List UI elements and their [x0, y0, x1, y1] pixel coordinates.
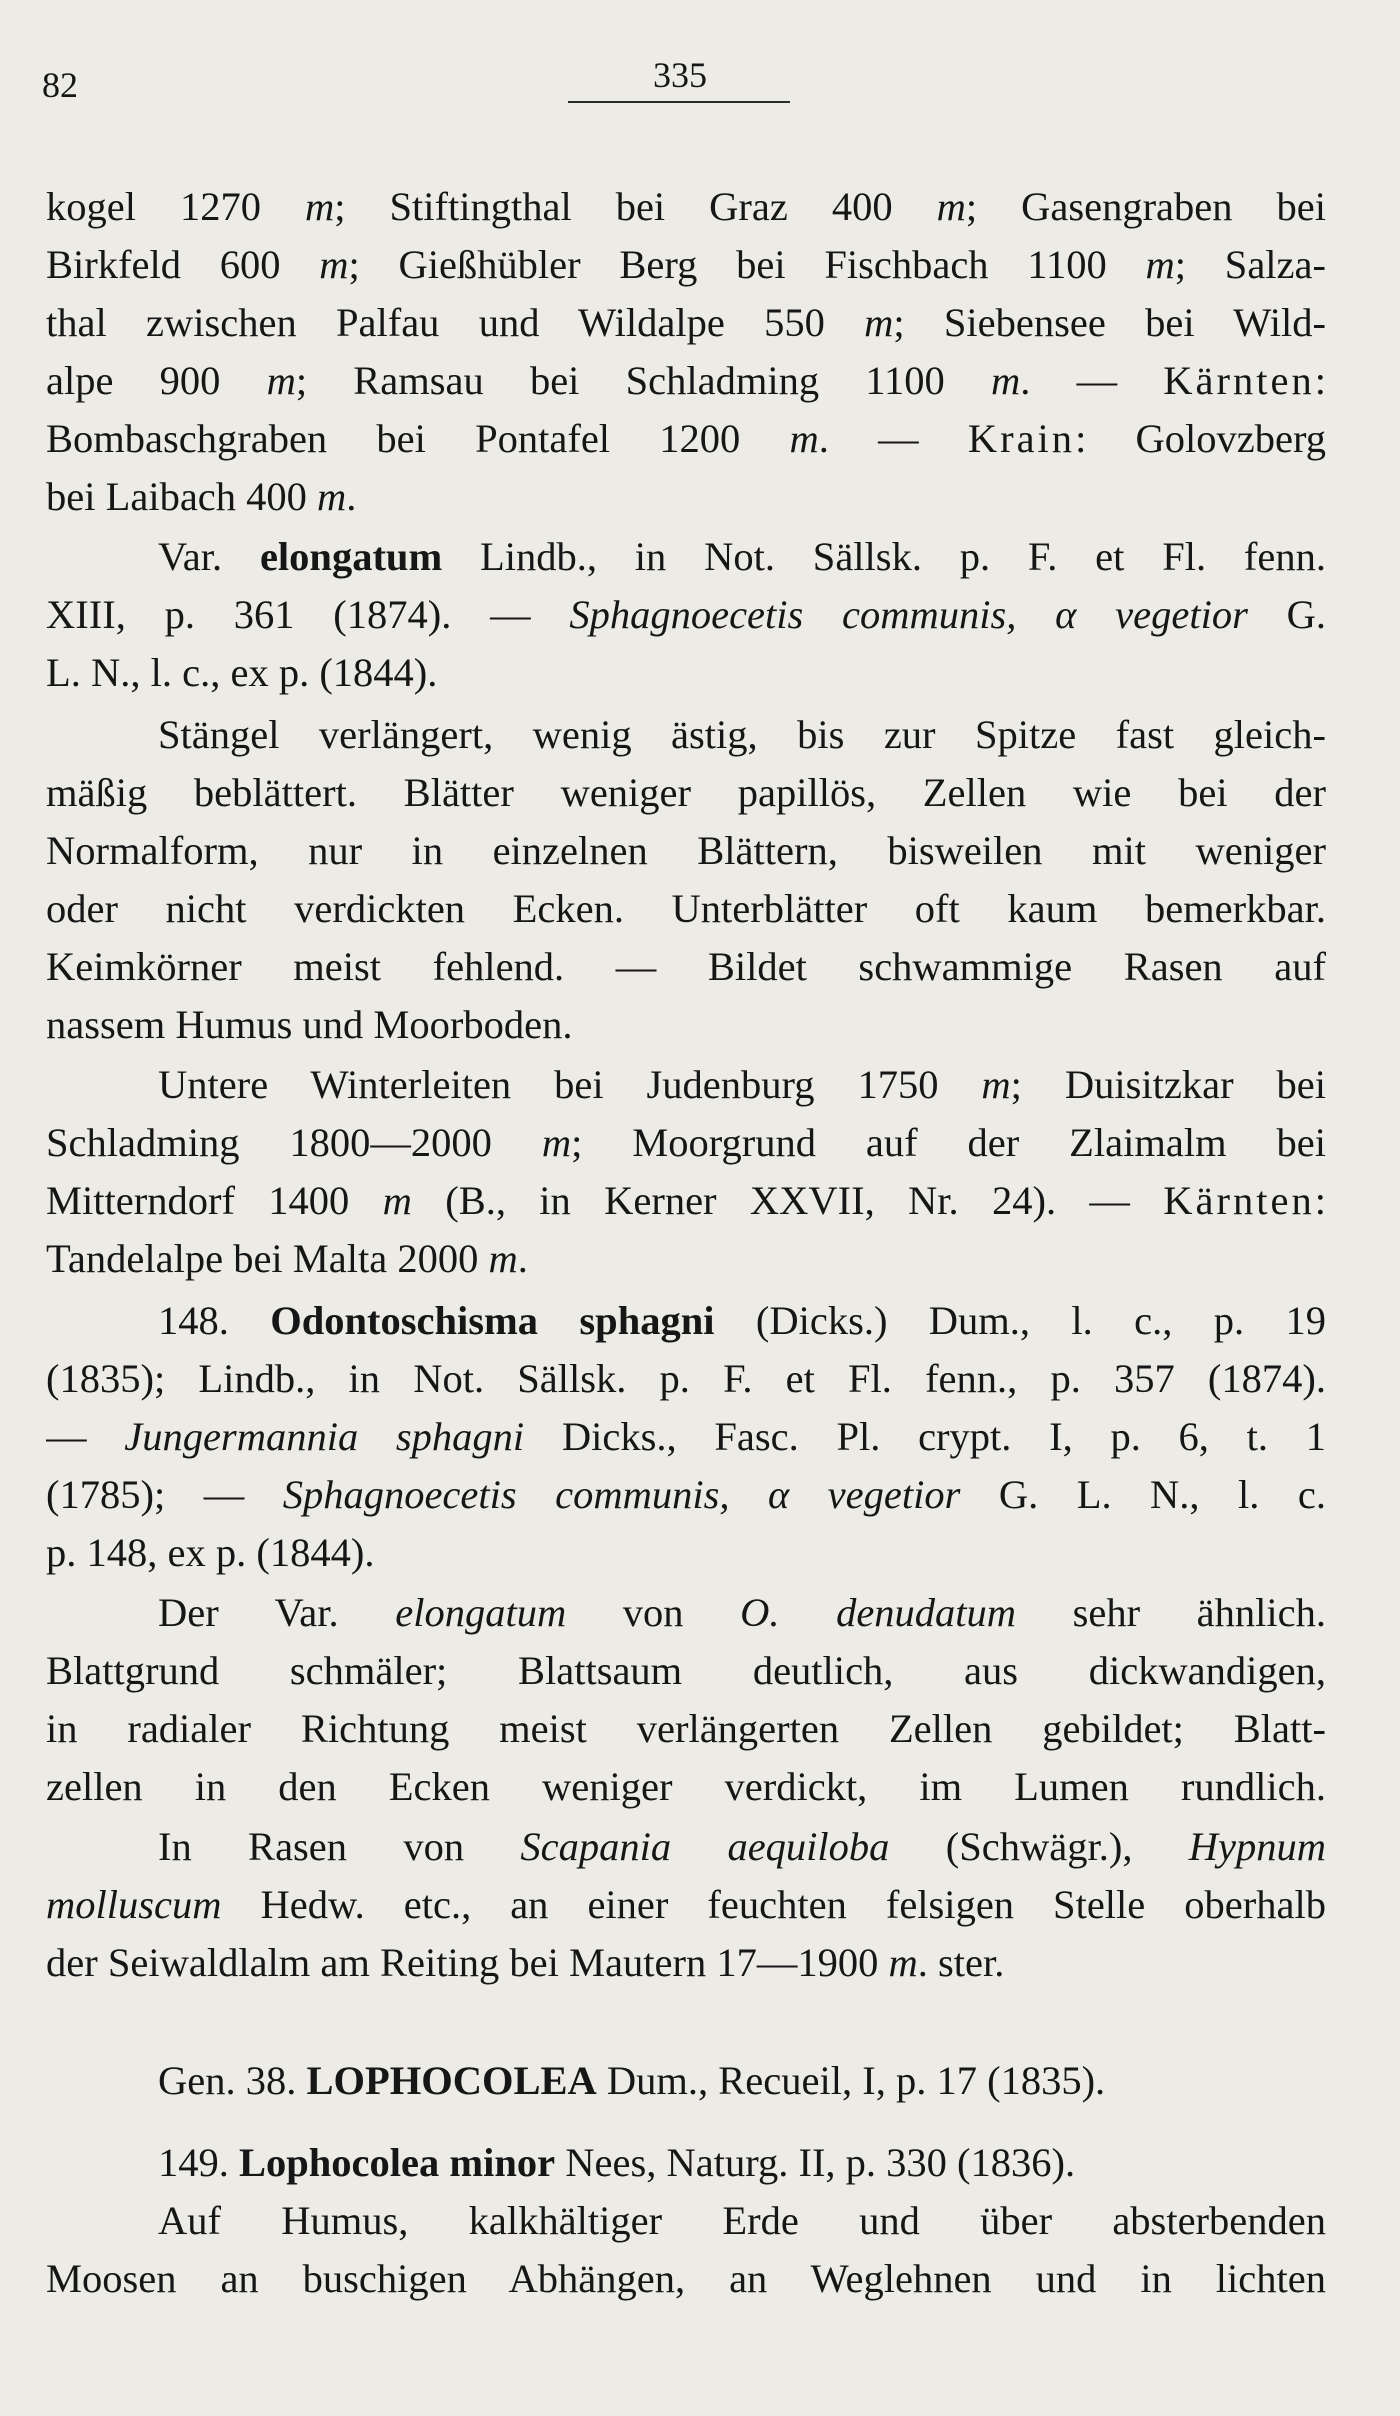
- text-line: Blattgrund schmäler; Blattsaum deutlich, aus dickwandigen,: [46, 1648, 1326, 1693]
- text-line: der Seiwaldlalm am Reiting bei Mautern 17—1900 m. ster.: [46, 1940, 1005, 1985]
- text-line: Moosen an buschigen Abhängen, an Weglehnen und in lichten: [46, 2256, 1326, 2301]
- text-line: nassem Humus und Moorboden.: [46, 1002, 573, 1047]
- text-line: alpe 900 m; Ramsau bei Schladming 1100 m. — Kärnten:: [46, 358, 1326, 403]
- text-line: zellen in den Ecken weniger verdickt, im Lumen rundlich.: [46, 1764, 1326, 1809]
- text-line: Der Var. elongatum von O. denudatum sehr ähnlich.: [158, 1590, 1326, 1635]
- text-line: Schladming 1800—2000 m; Moorgrund auf der Zlaimalm bei: [46, 1120, 1326, 1165]
- text-line: molluscum Hedw. etc., an einer feuchten felsigen Stelle oberhalb: [46, 1882, 1326, 1927]
- text-line: bei Laibach 400 m.: [46, 474, 357, 519]
- text-line: Bombaschgraben bei Pontafel 1200 m. — Krain: Golovzberg: [46, 416, 1326, 461]
- text-line: Birkfeld 600 m; Gießhübler Berg bei Fischbach 1100 m; Salza-: [46, 242, 1326, 287]
- text-line: oder nicht verdickten Ecken. Unterblätter oft kaum bemerkbar.: [46, 886, 1326, 931]
- text-line: kogel 1270 m; Stiftingthal bei Graz 400 m; Gasengraben bei: [46, 184, 1326, 229]
- text-line: Var. elongatum Lindb., in Not. Sällsk. p. F. et Fl. fenn.: [158, 534, 1326, 579]
- text-line: Keimkörner meist fehlend. — Bildet schwammige Rasen auf: [46, 944, 1326, 989]
- text-line: Tandelalpe bei Malta 2000 m.: [46, 1236, 528, 1281]
- text-line: p. 148, ex p. (1844).: [46, 1530, 375, 1575]
- text-line: Stängel verlängert, wenig ästig, bis zur Spitze fast gleich-: [158, 712, 1326, 757]
- text-line: Auf Humus, kalkhältiger Erde und über absterbenden: [158, 2198, 1326, 2243]
- text-line: — Jungermannia sphagni Dicks., Fasc. Pl. crypt. I, p. 6, t. 1: [46, 1414, 1326, 1459]
- text-line: L. N., l. c., ex p. (1844).: [46, 650, 438, 695]
- text-line: Untere Winterleiten bei Judenburg 1750 m; Duisitzkar bei: [158, 1062, 1326, 1107]
- text-line: thal zwischen Palfau und Wildalpe 550 m; Siebensee bei Wild-: [46, 300, 1326, 345]
- text-line: Normalform, nur in einzelnen Blättern, bisweilen mit weniger: [46, 828, 1326, 873]
- text-line: mäßig beblättert. Blätter weniger papillös, Zellen wie bei der: [46, 770, 1326, 815]
- text-line: 148. Odontoschisma sphagni (Dicks.) Dum., l. c., p. 19: [158, 1298, 1326, 1343]
- text-line: XIII, p. 361 (1874). — Sphagnoecetis communis, α vegetior G.: [46, 592, 1326, 637]
- text-line: In Rasen von Scapania aequiloba (Schwägr.), Hypnum: [158, 1824, 1326, 1869]
- text-line: (1785); — Sphagnoecetis communis, α vegetior G. L. N., l. c.: [46, 1472, 1326, 1517]
- text-line: Mitterndorf 1400 m (B., in Kerner XXVII, Nr. 24). — Kärnten:: [46, 1178, 1326, 1223]
- text-line: (1835); Lindb., in Not. Sällsk. p. F. et Fl. fenn., p. 357 (1874).: [46, 1356, 1326, 1401]
- page-number: 335: [653, 55, 707, 95]
- header-rule: [568, 101, 790, 103]
- original-page-number: 82: [42, 65, 78, 105]
- text-line: Gen. 38. LOPHOCOLEA Dum., Recueil, I, p. 17 (1835).: [158, 2058, 1106, 2103]
- text-line: 149. Lophocolea minor Nees, Naturg. II, p. 330 (1836).: [158, 2140, 1076, 2185]
- text-line: in radialer Richtung meist verlängerten Zellen gebildet; Blatt-: [46, 1706, 1326, 1751]
